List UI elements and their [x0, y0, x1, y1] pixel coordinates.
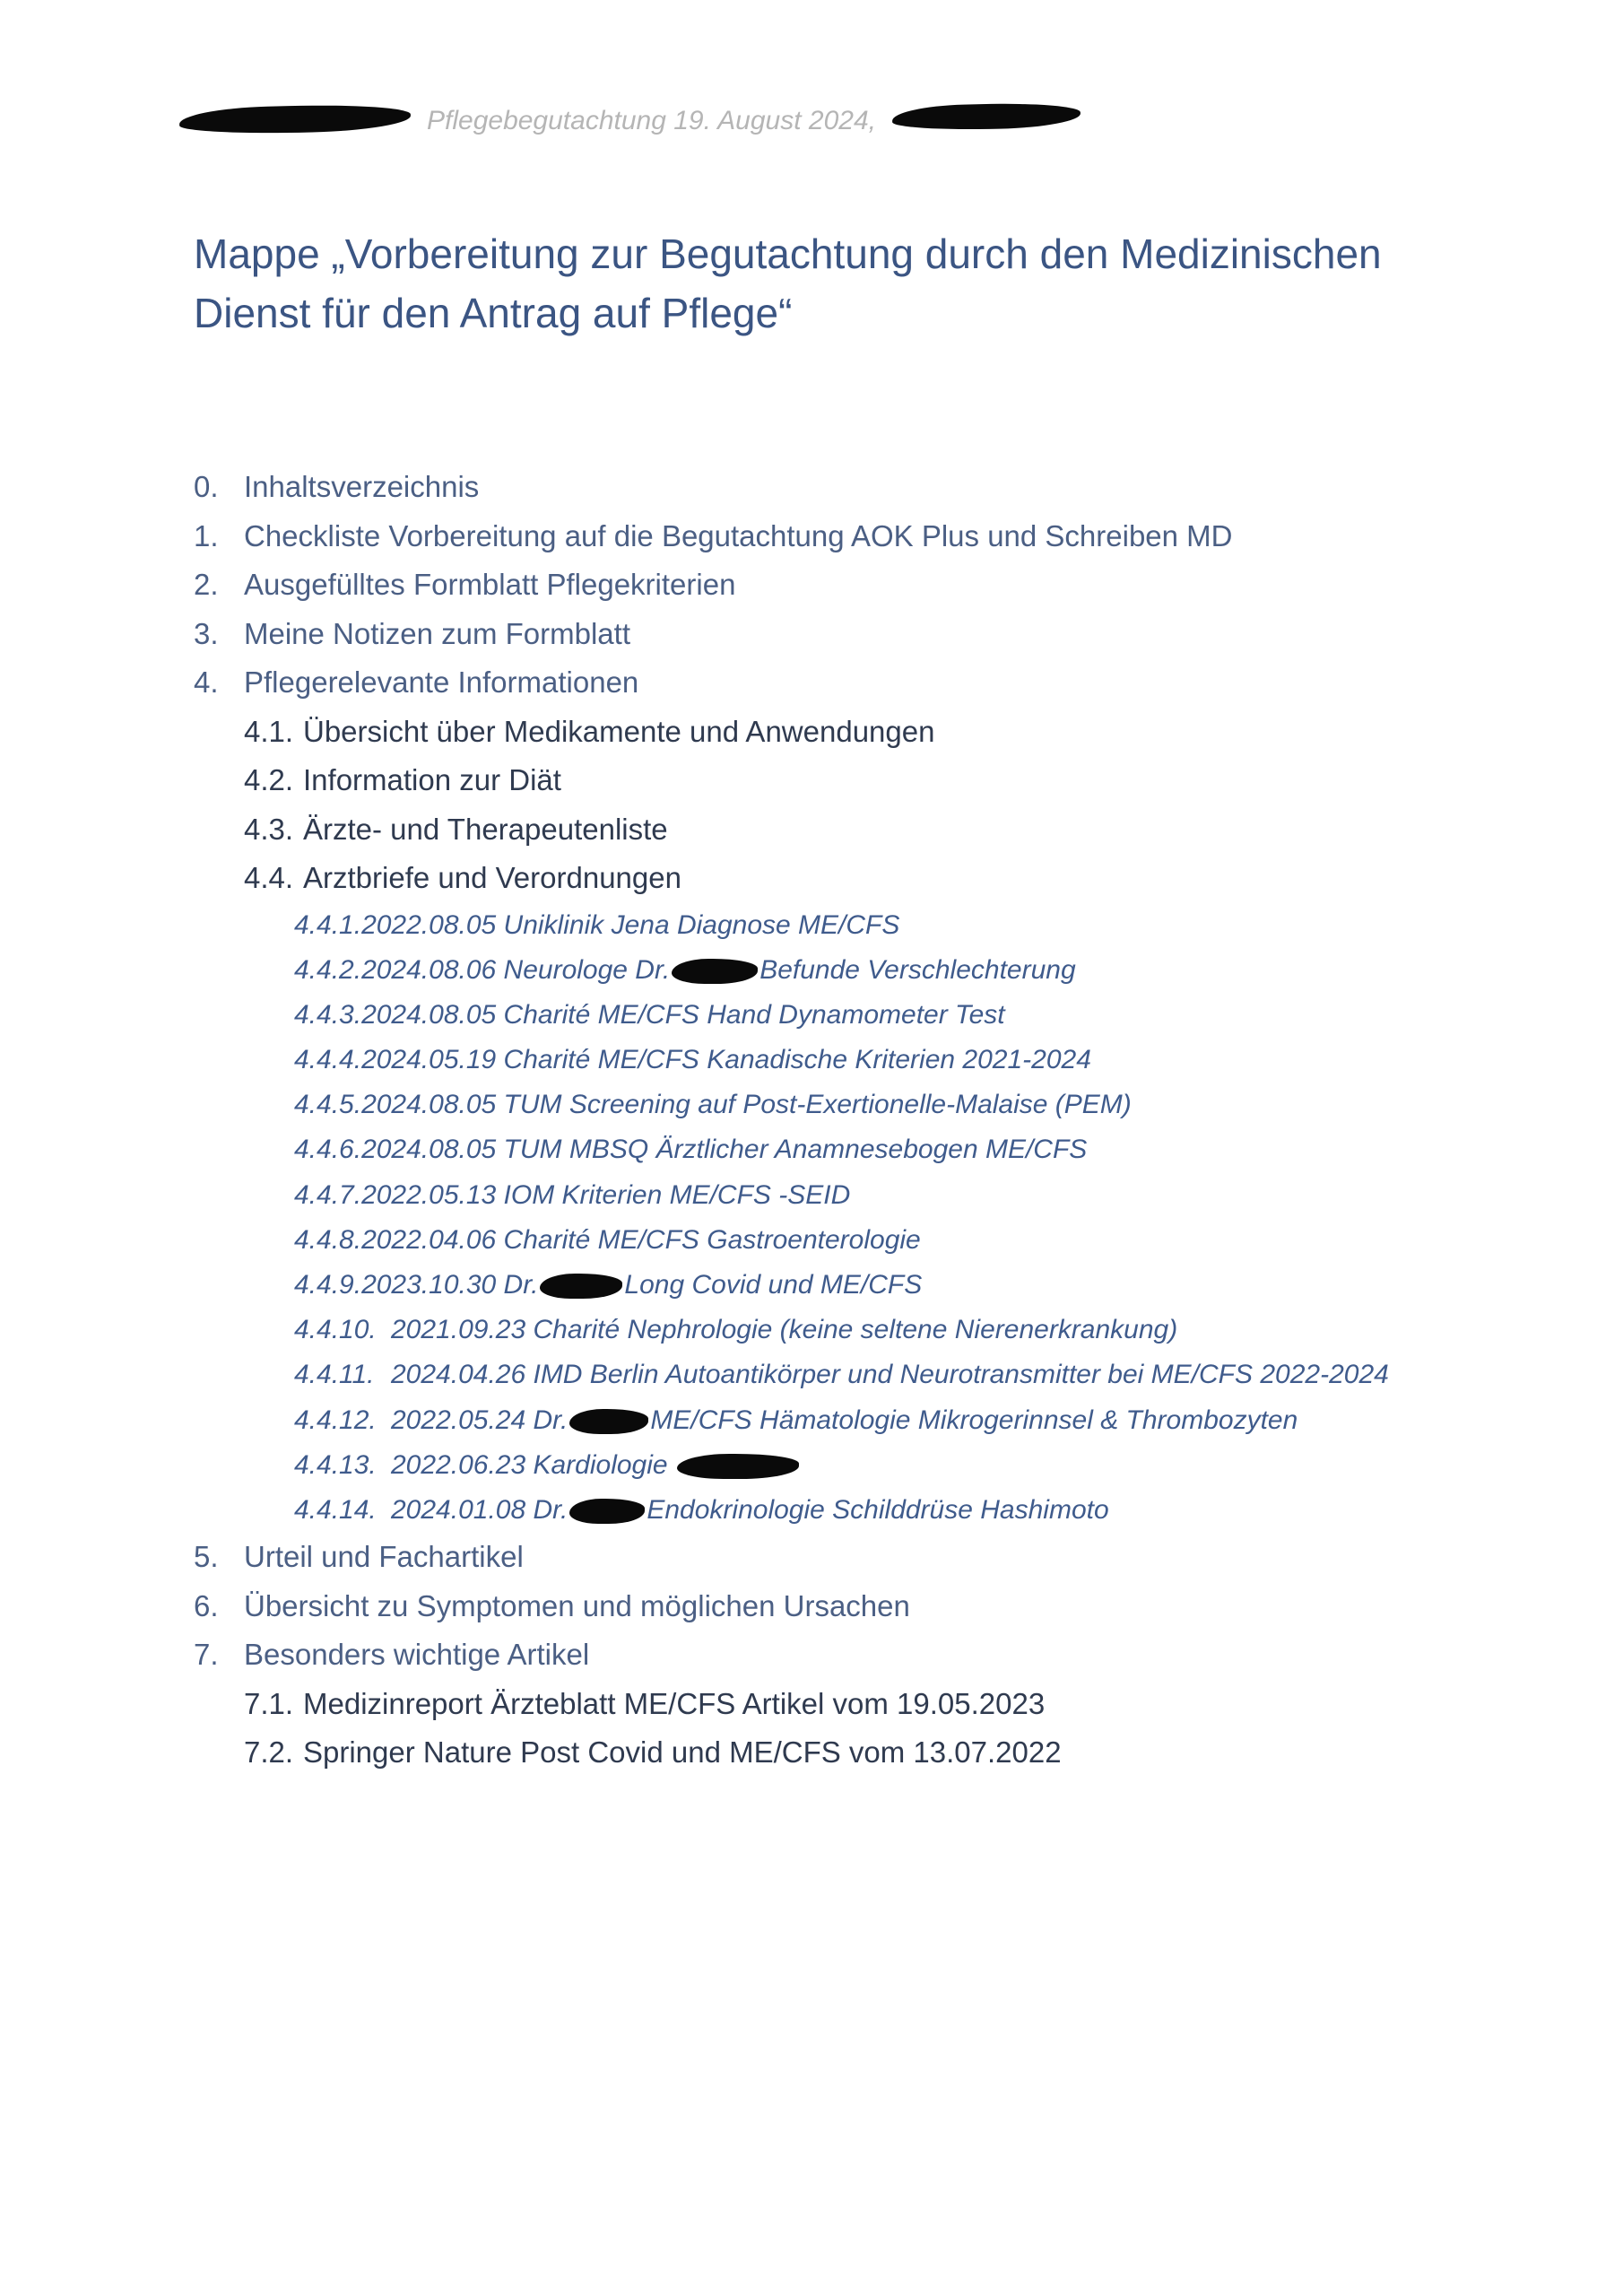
toc-subsubitem: 4.4.9.2023.10.30 Dr. Long Covid und ME/CFS: [294, 1270, 923, 1300]
toc-item: 6. Übersicht zu Symptomen und möglichen Ursachen: [194, 1588, 910, 1622]
toc-subsubitem: 4.4.5.2024.08.05 TUM Screening auf Post-Exertionelle-Malaise (PEM): [294, 1090, 1132, 1120]
toc-subitem: 4.2. Information zur Diät: [244, 763, 561, 796]
toc-subsubitem: 4.4.3.2024.08.05 Charité ME/CFS Hand Dynamometer Test: [294, 999, 1005, 1030]
toc-subsubitem: 4.4.6.2024.08.05 TUM MBSQ Ärztlicher Anamnesebogen ME/CFS: [294, 1135, 1088, 1165]
toc-subitem: 4.1. Übersicht über Medikamente und Anwendungen: [244, 714, 935, 748]
toc-subsubitem: 4.4.7.2022.05.13 IOM Kriterien ME/CFS -SEID: [294, 1179, 851, 1210]
toc-subitem: 4.3. Ärzte- und Therapeutenliste: [244, 812, 668, 846]
toc-subsubitem: 4.4.12. 2022.05.24 Dr. ME/CFS Hämatologie Mikrogerinnsel & Thrombozyten: [294, 1405, 1298, 1435]
toc-item: 5. Urteil und Fachartikel: [194, 1540, 524, 1574]
table-of-contents: [194, 463, 1521, 1778]
toc-subitem: 7.1. Medizinreport Ärzteblatt ME/CFS Artikel vom 19.05.2023: [244, 1686, 1046, 1720]
document-title: Mappe „Vorbereitung zur Begutachtung durch den Medizinischen Dienst für den Antrag auf Pflege“: [194, 230, 1382, 336]
toc-subsubitem: 4.4.2.2024.08.06 Neurologe Dr. Befunde Verschlechterung: [294, 954, 1076, 985]
redaction-mark: [677, 1454, 799, 1479]
toc-subsubitem: 4.4.11. 2024.04.26 IMD Berlin Autoantikörper und Neurotransmitter bei ME/CFS 2022-2024: [294, 1360, 1389, 1390]
toc-item: 0. Inhaltsverzeichnis: [194, 470, 480, 503]
redaction-mark: [569, 1409, 648, 1434]
toc-item: 4. Pflegerelevante Informationen: [194, 665, 639, 699]
toc-subsubitem: 4.4.4.2024.05.19 Charité ME/CFS Kanadische Kriterien 2021-2024: [294, 1045, 1091, 1075]
redaction-mark: [540, 1274, 622, 1299]
redaction-mark: [569, 1499, 645, 1524]
toc-subitem: 7.2. Springer Nature Post Covid und ME/CFS vom 13.07.2022: [244, 1735, 1062, 1770]
toc-item: 3. Meine Notizen zum Formblatt: [194, 616, 630, 650]
toc-subsubitem: 4.4.14. 2024.01.08 Dr. Endokrinologie Schilddrüse Hashimoto: [294, 1494, 1109, 1525]
toc-subsubitem: 4.4.13. 2022.06.23 Kardiologie: [194, 1443, 1521, 1488]
header-text: Pflegebegutachtung 19. August 2024,: [427, 106, 876, 135]
toc-subsubitem: 4.4.8.2022.04.06 Charité ME/CFS Gastroenterologie: [294, 1224, 921, 1255]
toc-item: 2. Ausgefülltes Formblatt Pflegekriterien: [194, 568, 736, 601]
toc-item: 1. Checkliste Vorbereitung auf die Begutachtung AOK Plus und Schreiben MD: [194, 518, 1233, 552]
toc-subsubitem: 4.4.1.2022.08.05 Uniklinik Jena Diagnose ME/CFS: [294, 909, 900, 940]
toc-subsubitem: 4.4.10. 2021.09.23 Charité Nephrologie (keine seltene Nierenerkrankung): [294, 1315, 1178, 1345]
toc-item: 7. Besonders wichtige Artikel: [194, 1638, 590, 1672]
toc-subitem: 4.4. Arztbriefe und Verordnungen: [244, 861, 681, 894]
redaction-mark: [672, 959, 758, 984]
